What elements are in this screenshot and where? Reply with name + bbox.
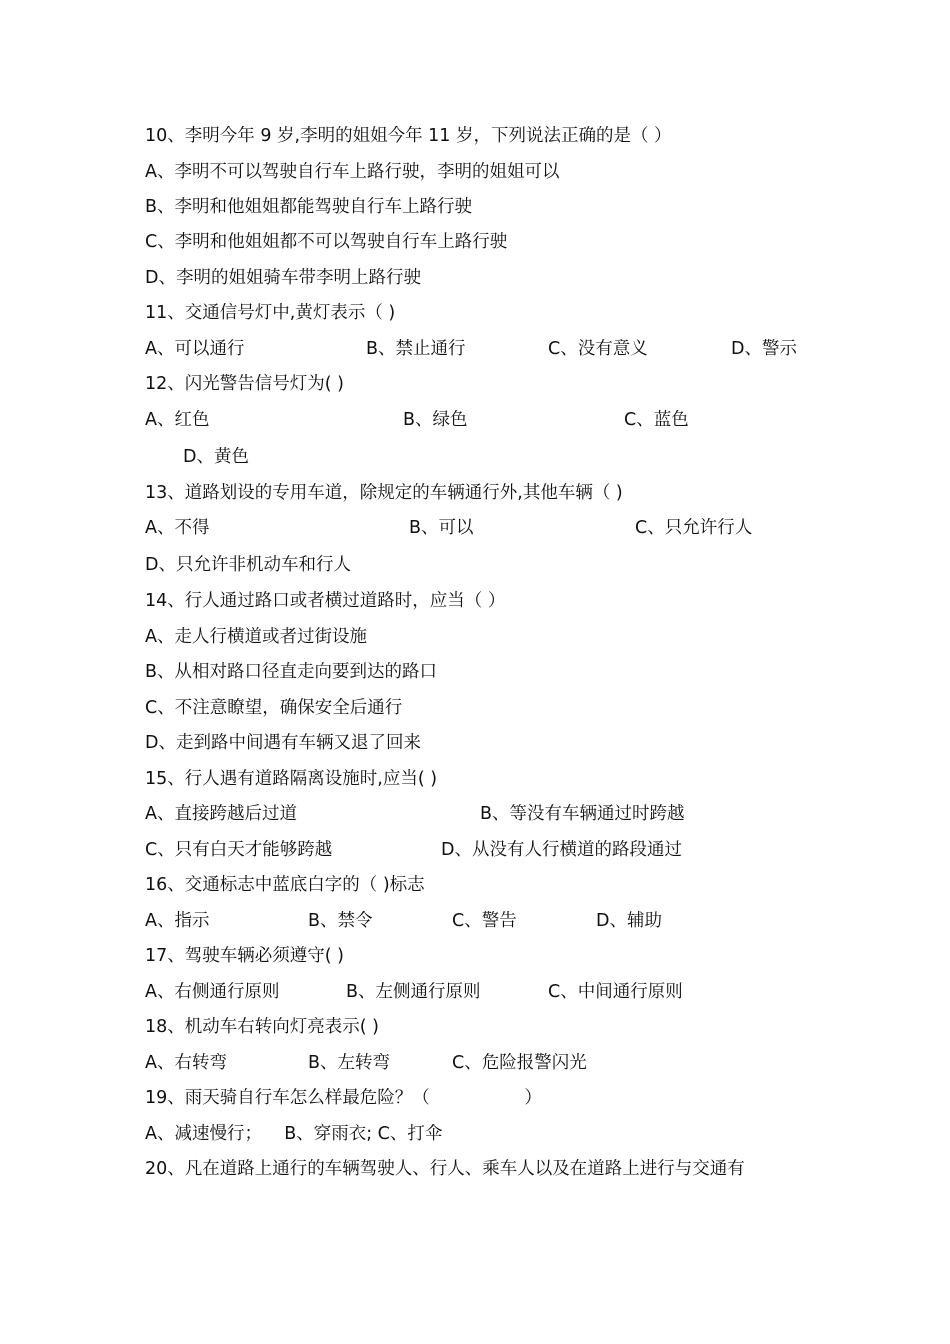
q12-option-c: C、蓝色 xyxy=(624,410,689,430)
q12-option-b: B、绿色 xyxy=(403,410,468,430)
question-13: 13、道路划设的专用车道，除规定的车辆通行外,其他车辆（ ) xyxy=(145,483,623,503)
question-14: 14、行人通过路口或者横过道路时，应当（ ） xyxy=(145,591,506,611)
question-18: 18、机动车右转向灯亮表示( ) xyxy=(145,1017,379,1037)
q14-option-a: A、走人行横道或者过街设施 xyxy=(145,627,367,647)
q11-option-d: D、警示 xyxy=(731,339,797,359)
q15-option-c: C、只有白天才能够跨越 xyxy=(145,840,333,860)
q13-option-c: C、只允许行人 xyxy=(635,518,753,538)
question-16: 16、交通标志中蓝底白字的（ )标志 xyxy=(145,875,425,895)
question-15: 15、行人遇有道路隔离设施时,应当( ) xyxy=(145,769,438,789)
q11-option-b: B、禁止通行 xyxy=(366,339,466,359)
question-20: 20、凡在道路上通行的车辆驾驶人、行人、乘车人以及在道路上进行与交通有 xyxy=(145,1159,745,1179)
q17-option-b: B、左侧通行原则 xyxy=(346,982,481,1002)
q15-option-a: A、直接跨越后过道 xyxy=(145,804,297,824)
question-19: 19、雨天骑自行车怎么样最危险？（ ） xyxy=(145,1088,542,1108)
q16-option-b: B、禁令 xyxy=(308,911,373,931)
q16-option-d: D、辅助 xyxy=(596,911,662,931)
q18-option-b: B、左转弯 xyxy=(308,1053,391,1073)
q16-option-c: C、警告 xyxy=(452,911,517,931)
q11-option-a: A、可以通行 xyxy=(145,339,245,359)
q12-option-a: A、红色 xyxy=(145,410,210,430)
q14-option-d: D、走到路中间遇有车辆又退了回来 xyxy=(145,733,421,753)
q12-option-d: D、黄色 xyxy=(183,447,249,467)
question-10: 10、李明今年 9 岁,李明的姐姐今年 11 岁，下列说法正确的是（ ） xyxy=(145,126,672,146)
q10-option-b: B、李明和他姐姐都能驾驶自行车上路行驶 xyxy=(145,197,473,217)
q13-option-b: B、可以 xyxy=(409,518,474,538)
q10-option-a: A、李明不可以驾驶自行车上路行驶，李明的姐姐可以 xyxy=(145,162,560,182)
q16-option-a: A、指示 xyxy=(145,911,210,931)
q10-option-c: C、李明和他姐姐都不可以驾驶自行车上路行驶 xyxy=(145,232,508,252)
question-11: 11、交通信号灯中,黄灯表示（ ) xyxy=(145,303,396,323)
q14-option-c: C、不注意瞭望，确保安全后通行 xyxy=(145,698,403,718)
q18-option-a: A、右转弯 xyxy=(145,1053,227,1073)
q17-option-a: A、右侧通行原则 xyxy=(145,982,280,1002)
q17-option-c: C、中间通行原则 xyxy=(548,982,683,1002)
question-12: 12、闪光警告信号灯为( ) xyxy=(145,374,344,394)
q18-option-c: C、危险报警闪光 xyxy=(452,1053,587,1073)
q10-option-d: D、李明的姐姐骑车带李明上路行驶 xyxy=(145,268,421,288)
q11-option-c: C、没有意义 xyxy=(548,339,648,359)
q13-option-d: D、只允许非机动车和行人 xyxy=(145,555,351,575)
q13-option-a: A、不得 xyxy=(145,518,210,538)
q15-option-d: D、从没有人行横道的路段通过 xyxy=(441,840,682,860)
q15-option-b: B、等没有车辆通过时跨越 xyxy=(480,804,685,824)
q14-option-b: B、从相对路口径直走向要到达的路口 xyxy=(145,662,438,682)
question-17: 17、驾驶车辆必须遵守( ) xyxy=(145,946,344,966)
q19-options: A、减速慢行； B、穿雨衣; C、打伞 xyxy=(145,1124,443,1144)
